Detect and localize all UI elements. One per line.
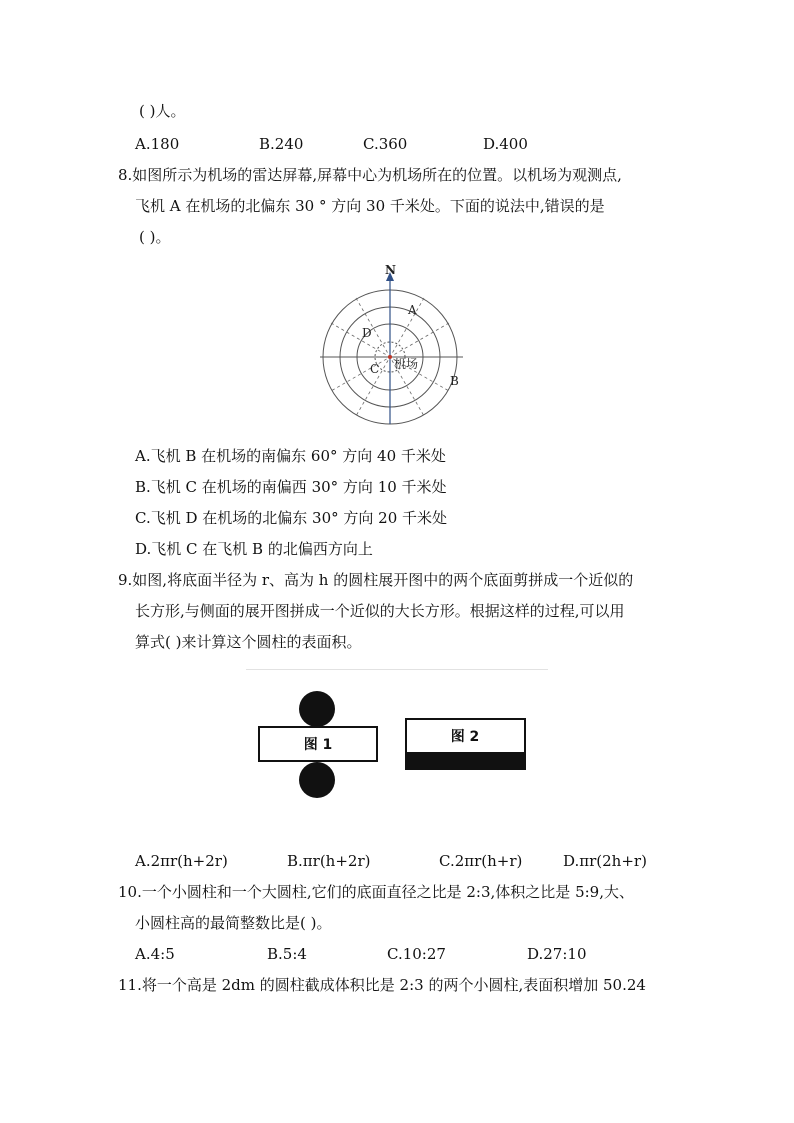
airport-label: 机场 bbox=[394, 357, 419, 371]
q8-option-c: C.飞机 D 在机场的北偏东 30° 方向 20 千米处 bbox=[135, 509, 448, 527]
q9-line1: 9.如图,将底面半径为 r、高为 h 的圆柱展开图中的两个底面剪拼成一个近似的 bbox=[118, 571, 634, 589]
fig1-label: 图 1 bbox=[303, 737, 333, 753]
q10-option-d: D.27:10 bbox=[527, 945, 587, 963]
fig2-label: 图 2 bbox=[450, 729, 480, 745]
q8-option-b: B.飞机 C 在机场的南偏西 30° 方向 10 千米处 bbox=[135, 478, 447, 496]
q7-option-c: C.360 bbox=[363, 135, 408, 153]
q11-line1: 11.将一个高是 2dm 的圆柱截成体积比是 2:3 的两个小圆柱,表面积增加 50.24 bbox=[118, 976, 646, 994]
q10-line2: 小圆柱高的最简整数比是( )。 bbox=[135, 914, 332, 932]
q7-option-b: B.240 bbox=[259, 135, 304, 153]
bottom-base-circle bbox=[299, 762, 335, 798]
point-a-label: A bbox=[408, 303, 417, 317]
point-c-label: C bbox=[370, 362, 380, 376]
q9-option-c: C.2πr(h+r) bbox=[439, 852, 523, 870]
q10-option-c: C.10:27 bbox=[387, 945, 446, 963]
q9-option-b: B.πr(h+2r) bbox=[287, 852, 371, 870]
approx-rectangle-band bbox=[406, 752, 525, 769]
north-label: N bbox=[385, 263, 396, 277]
q8-line3: ( )。 bbox=[139, 228, 171, 246]
q7-tail: ( )人。 bbox=[139, 102, 186, 120]
radar-figure bbox=[318, 262, 468, 427]
q9-option-d: D.πr(2h+r) bbox=[563, 852, 647, 870]
figure-divider bbox=[246, 669, 548, 670]
point-b-label: B bbox=[450, 374, 459, 388]
cylinder-net-figure bbox=[255, 685, 535, 803]
q8-line2: 飞机 A 在机场的北偏东 30 ° 方向 30 千米处。下面的说法中,错误的是 bbox=[135, 197, 605, 215]
top-base-circle bbox=[299, 691, 335, 727]
q10-line1: 10.一个小圆柱和一个大圆柱,它们的底面直径之比是 2:3,体积之比是 5:9,大、 bbox=[118, 883, 634, 901]
q9-line3: 算式( )来计算这个圆柱的表面积。 bbox=[135, 633, 362, 651]
q9-option-a: A.2πr(h+2r) bbox=[135, 852, 228, 870]
point-d-label: D bbox=[362, 326, 372, 340]
q8-option-d: D.飞机 C 在飞机 B 的北偏西方向上 bbox=[135, 540, 373, 558]
airport-dot bbox=[388, 355, 392, 359]
q8-option-a: A.飞机 B 在机场的南偏东 60° 方向 40 千米处 bbox=[135, 447, 446, 465]
q7-option-d: D.400 bbox=[483, 135, 528, 153]
q10-option-b: B.5:4 bbox=[267, 945, 307, 963]
q9-line2: 长方形,与侧面的展开图拼成一个近似的大长方形。根据这样的过程,可以用 bbox=[135, 602, 625, 620]
q10-option-a: A.4:5 bbox=[135, 945, 175, 963]
q8-line1: 8.如图所示为机场的雷达屏幕,屏幕中心为机场所在的位置。以机场为观测点, bbox=[118, 166, 622, 184]
q7-option-a: A.180 bbox=[135, 135, 180, 153]
